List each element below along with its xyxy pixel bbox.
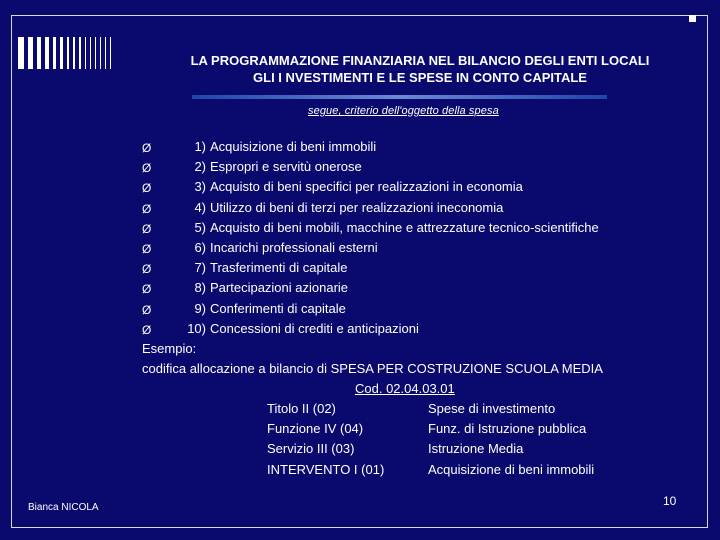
list-item bbox=[142, 198, 702, 218]
arrow-bullet-icon: Ø bbox=[142, 262, 152, 277]
code-level-description: Acquisizione di beni immobili bbox=[428, 461, 595, 477]
arrow-bullet-icon: Ø bbox=[142, 201, 152, 216]
item-text: Utilizzo di beni di terzi per realizzazioni ineconomia bbox=[210, 199, 504, 215]
list-item bbox=[142, 299, 702, 319]
slide-title bbox=[120, 52, 720, 86]
item-number: 9) bbox=[194, 300, 206, 316]
item-number: 7) bbox=[194, 260, 206, 276]
item-text: Acquisto di beni mobili, macchine e attrezzature tecnico-scientifiche bbox=[210, 219, 599, 235]
item-number: 3) bbox=[194, 179, 206, 195]
arrow-bullet-icon: Ø bbox=[142, 282, 152, 297]
item-number: 1) bbox=[194, 139, 206, 154]
item-number: 10) bbox=[187, 320, 206, 336]
arrow-bullet-icon: Ø bbox=[142, 302, 152, 317]
list-item bbox=[142, 137, 702, 157]
code-level-description: Spese di investimento bbox=[428, 401, 556, 416]
item-text: Acquisto di beni specifici per realizzazioni in economia bbox=[210, 179, 523, 195]
list-item bbox=[142, 278, 702, 298]
title-line-2: GLI I NVESTIMENTI E LE SPESE IN CONTO CAPITALE bbox=[253, 70, 587, 85]
arrow-bullet-icon: Ø bbox=[142, 221, 152, 236]
subtitle-link: criterio dell'oggetto della spesa bbox=[344, 105, 499, 117]
subtitle bbox=[308, 105, 499, 117]
corner-square bbox=[689, 15, 696, 22]
item-number: 2) bbox=[194, 159, 206, 175]
arrow-bullet-icon: Ø bbox=[142, 161, 152, 176]
item-number: 4) bbox=[194, 199, 206, 215]
expense-criteria-list bbox=[142, 137, 702, 339]
code-level-label: Titolo II (02) bbox=[267, 401, 336, 416]
title-underline bbox=[192, 95, 607, 99]
item-text: Partecipazioni azionarie bbox=[210, 280, 349, 296]
item-text: Conferimenti di capitale bbox=[210, 300, 346, 316]
subtitle-prefix: segue, bbox=[308, 105, 345, 117]
item-text: Incarichi professionali esterni bbox=[210, 239, 378, 255]
item-number: 8) bbox=[194, 280, 206, 296]
arrow-bullet-icon: Ø bbox=[142, 141, 152, 155]
list-item bbox=[142, 258, 702, 278]
list-item bbox=[142, 238, 702, 258]
code-level-label: INTERVENTO I (01) bbox=[267, 461, 385, 477]
arrow-bullet-icon: Ø bbox=[142, 322, 152, 337]
title-line-1: LA PROGRAMMAZIONE FINANZIARIA NEL BILANCIO DEGLI ENTI LOCALI bbox=[190, 53, 650, 68]
code-level-description: Istruzione Media bbox=[428, 441, 524, 457]
item-text: Concessioni di crediti e anticipazioni bbox=[210, 320, 419, 336]
list-item bbox=[142, 319, 702, 339]
arrow-bullet-icon: Ø bbox=[142, 241, 152, 256]
code-level-label: Servizio III (03) bbox=[267, 441, 355, 457]
example-code: Cod. 02.04.03.01 bbox=[355, 381, 455, 396]
list-item bbox=[142, 177, 702, 197]
footer-author: Bianca NICOLA bbox=[28, 502, 99, 513]
example-description: codifica allocazione a bilancio di SPESA PER COSTRUZIONE SCUOLA MEDIA bbox=[142, 361, 603, 376]
item-text: Espropri e servitù onerose bbox=[210, 159, 362, 175]
item-number: 6) bbox=[194, 239, 206, 255]
code-level-label: Funzione IV (04) bbox=[267, 421, 364, 437]
item-text: Trasferimenti di capitale bbox=[210, 260, 348, 276]
list-item bbox=[142, 157, 702, 177]
example-label: Esempio: bbox=[142, 341, 197, 356]
code-level-description: Funz. di Istruzione pubblica bbox=[428, 421, 587, 437]
page-number: 10 bbox=[663, 494, 677, 508]
list-item bbox=[142, 218, 702, 238]
item-number: 5) bbox=[194, 219, 206, 235]
item-text: Acquisizione di beni immobili bbox=[210, 139, 377, 154]
arrow-bullet-icon: Ø bbox=[142, 181, 152, 196]
